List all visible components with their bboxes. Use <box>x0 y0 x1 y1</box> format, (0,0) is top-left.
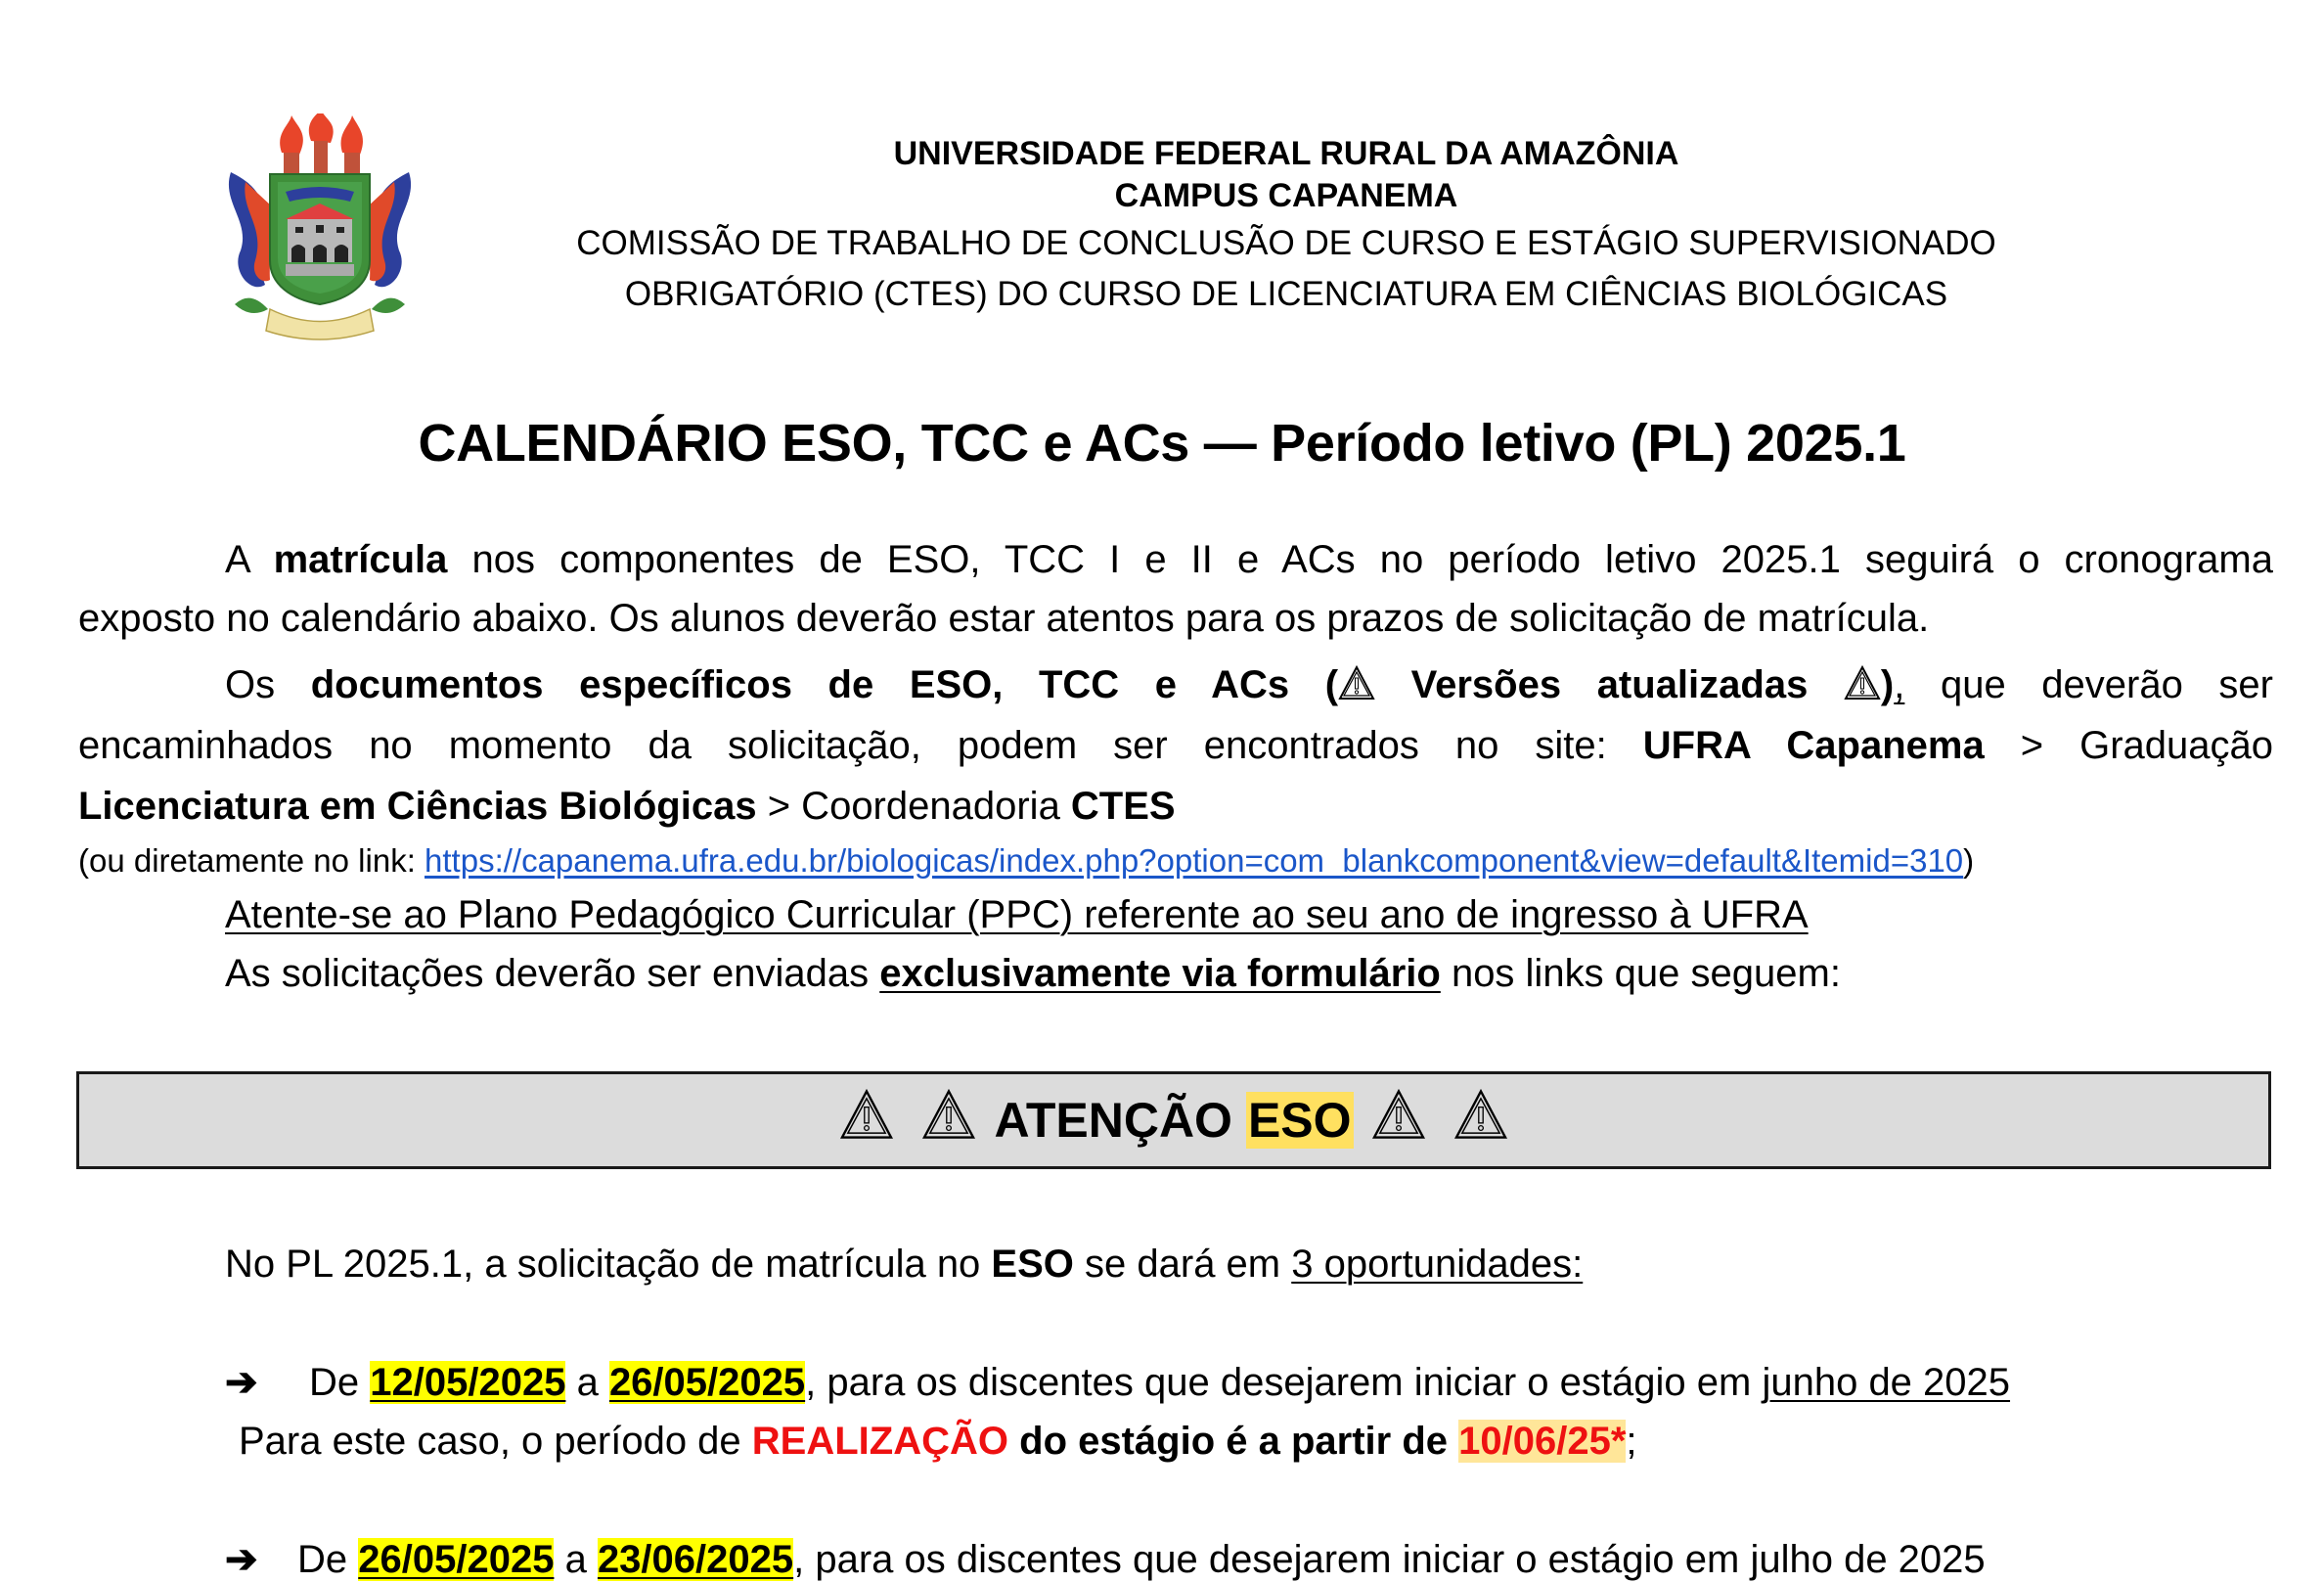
warning-triangle-icon <box>921 1087 976 1153</box>
warning-triangle-icon <box>1844 664 1881 712</box>
commission-line-2: OBRIGATÓRIO (CTES) DO CURSO DE LICENCIATURA EM CIÊNCIAS BIOLÓGICAS <box>624 275 1948 313</box>
university-crest-icon <box>221 113 419 340</box>
intro-paragraph-1-line-1: A matrícula nos componentes de ESO, TCC I e II e ACs no período letivo 2025.1 seguirá o cronograma <box>225 538 2273 581</box>
period-2-start-date: 26/05/2025 <box>358 1538 555 1581</box>
page-title: CALENDÁRIO ESO, TCC e ACs — Período letivo (PL) 2025.1 <box>418 414 1906 473</box>
period-2-end-date: 23/06/2025 <box>597 1538 794 1581</box>
realization-start-date: 10/06/25* <box>1458 1420 1627 1463</box>
submission-notice: As solicitações deverão ser enviadas exclusivamente via formulário nos links que seguem: <box>225 952 1841 995</box>
direct-link-line: (ou diretamente no link: https://capanema.ufra.edu.br/biologicas/index.php?option=com_blankcomponent&view=default&Itemid=310) <box>78 842 1975 879</box>
period-1-end-date: 26/05/2025 <box>608 1361 806 1404</box>
warning-triangle-icon <box>839 1087 894 1153</box>
campus-name: CAMPUS CAPANEMA <box>1114 177 1458 214</box>
arrow-right-icon: ➔ <box>225 1538 258 1581</box>
warning-triangle-icon <box>1371 1087 1426 1153</box>
realization-emphasis: REALIZAÇÃO <box>751 1420 1009 1463</box>
eso-period-item-1-realization: Para este caso, o período de REALIZAÇÃO do estágio é a partir de 10/06/25*; <box>239 1420 1637 1463</box>
intro-paragraph-1-line-2: exposto no calendário abaixo. Os alunos deverão estar atentos para os prazos de solicitação de matrícula. <box>78 597 1930 640</box>
warning-triangle-icon <box>1453 1087 1508 1153</box>
university-name: UNIVERSIDADE FEDERAL RURAL DA AMAZÔNIA <box>893 135 1679 172</box>
university-crest-logo <box>221 113 419 340</box>
eso-opportunities-intro: No PL 2025.1, a solicitação de matrícula no ESO se dará em 3 oportunidades: <box>225 1243 1584 1286</box>
period-1-start-date: 12/05/2025 <box>370 1361 566 1404</box>
arrow-right-icon: ➔ <box>225 1361 258 1404</box>
commission-line-1: COMISSÃO DE TRABALHO DE CONCLUSÃO DE CURSO E ESTÁGIO SUPERVISIONADO <box>576 224 1996 262</box>
eso-period-item-2: ➔ De 26/05/2025 a 23/06/2025, para os discentes que desejarem iniciar o estágio em julho de 2025 <box>225 1538 1986 1581</box>
intro-paragraph-2-line-3: Licenciatura em Ciências Biológicas > Coordenadoria CTES <box>78 785 1176 828</box>
attention-eso-banner <box>76 1071 2271 1169</box>
ctes-documents-link[interactable]: https://capanema.ufra.edu.br/biologicas/index.php?option=com_blankcomponent&view=default&Itemid=310 <box>425 842 1964 879</box>
attention-label: ATENÇÃO <box>994 1093 1232 1148</box>
ppc-notice: Atente-se ao Plano Pedagógico Curricular (PPC) referente ao seu ano de ingresso à UFRA <box>225 893 1809 936</box>
intro-paragraph-2-line-1: Os documentos específicos de ESO, TCC e ACs ( Versões atualizadas ), que deverão ser <box>78 661 2273 712</box>
attention-eso-highlight: ESO <box>1247 1093 1352 1148</box>
warning-triangle-icon <box>1338 664 1375 712</box>
eso-period-item-1: ➔ De 12/05/2025 a 26/05/2025, para os discentes que desejarem iniciar o estágio em junho de 2025 <box>225 1361 2011 1404</box>
matricula-emphasis: matrícula <box>273 538 448 581</box>
intro-paragraph-2-line-2: encaminhados no momento da solicitação, podem ser encontrados no site: UFRA Capanema > Graduação <box>78 724 2274 767</box>
